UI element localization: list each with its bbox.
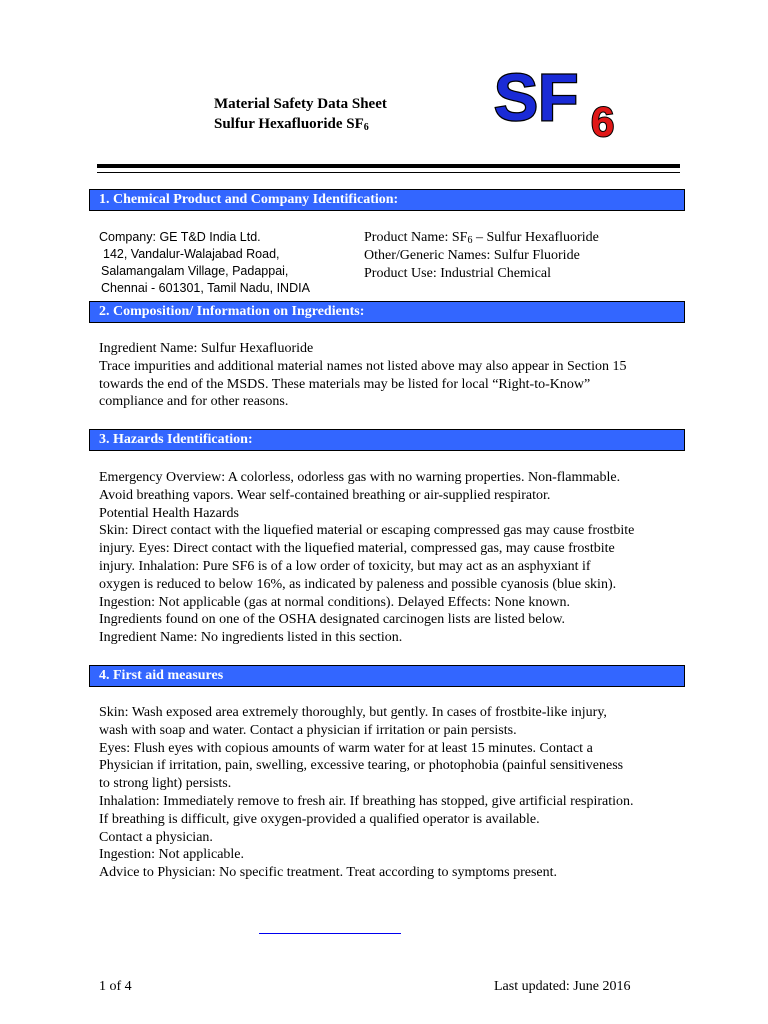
title-line-1: Material Safety Data Sheet: [214, 96, 387, 112]
section-3-body: [99, 469, 689, 647]
title-line-2: Sulfur Hexafluoride $SF_6$: [214, 116, 369, 133]
section-3-heading: 3. Hazards Identification:: [89, 429, 685, 451]
sf6-logo: [492, 58, 627, 143]
text-line: Ingredient Name: Sulfur Hexafluoride: [99, 341, 314, 356]
document-title: [214, 94, 387, 134]
text-line: Skin: Wash exposed area extremely thoroughly, but gently. In cases of frostbite-like injury,: [99, 705, 607, 720]
text-line: Eyes: Flush eyes with copious amounts of warm water for at least 15 minutes. Contact a: [99, 740, 593, 756]
section-1-heading: 1. Chemical Product and Company Identification:: [89, 189, 685, 211]
text-line: Ingestion: Not applicable.: [99, 847, 245, 863]
text-line: oxygen is reduced to below 16%, as indicated by paleness and possible cyanosis (blue skin).: [99, 576, 617, 592]
product-name: Product Name: $SF_6$ – Sulfur Hexafluoride: [364, 230, 599, 246]
text-line: Inhalation: Immediately remove to fresh air. If breathing has stopped, give artificial respiration.: [99, 793, 634, 809]
logo-sub-text: 6: [591, 98, 615, 143]
page-number: 1 of 4: [99, 979, 132, 994]
section-2-body: [99, 340, 689, 411]
other-names: Other/Generic Names: Sulfur Fluoride: [364, 248, 580, 263]
text-line: compliance and for other reasons.: [99, 394, 289, 410]
text-line: injury. Eyes: Direct contact with the liquefied material, compressed gas, may cause frostbite: [99, 541, 615, 557]
company-line: Company: GE T&D India Ltd.: [99, 230, 261, 244]
company-block: [99, 229, 310, 297]
header-rule-thin: [97, 172, 680, 173]
product-info-block: [364, 229, 599, 283]
section-4-heading: 4. First aid measures: [89, 665, 685, 687]
text-line: Skin: Direct contact with the liquefied material or escaping compressed gas may cause frostbite: [99, 523, 635, 539]
last-updated: Last updated: June 2016: [494, 979, 631, 994]
text-line: Avoid breathing vapors. Wear self-contained breathing or air-supplied respirator.: [99, 487, 551, 503]
text-line: Ingestion: Not applicable (gas at normal conditions). Delayed Effects: None known.: [99, 594, 570, 610]
text-line: injury. Inhalation: Pure SF6 is of a low order of toxicity, but may act as an asphyxiant if: [99, 558, 591, 574]
text-line: Ingredients found on one of the OSHA designated carcinogen lists are listed below.: [99, 612, 566, 628]
text-line: Potential Health Hazards: [99, 505, 239, 521]
text-line: towards the end of the MSDS. These materials may be listed for local “Right-to-Know”: [99, 376, 591, 392]
section-4-body: [99, 704, 689, 882]
text-line: Advice to Physician: No specific treatment. Treat according to symptoms present.: [99, 865, 558, 881]
text-line: Trace impurities and additional material names not listed above may also appear in Section 15: [99, 358, 627, 374]
company-address-line: Salamangalam Village, Padappai,: [101, 264, 289, 278]
text-line: Physician if irritation, pain, swelling, excessive tearing, or photophobia (painful sensitiveness: [99, 758, 624, 774]
text-line: Contact a physician.: [99, 829, 213, 845]
text-line: If breathing is difficult, give oxygen-provided a qualified operator is available.: [99, 811, 540, 827]
header-rule-thick: [97, 164, 680, 168]
logo-main-text: SF: [494, 60, 579, 134]
company-address-line: Chennai - 601301, Tamil Nadu, INDIA: [101, 281, 310, 295]
product-use: Product Use: Industrial Chemical: [364, 266, 552, 281]
text-line: wash with soap and water. Contact a physician if irritation or pain persists.: [99, 722, 517, 738]
text-line: Emergency Overview: A colorless, odorless gas with no warning properties. Non-flammable.: [99, 470, 621, 485]
hyperlink-underline[interactable]: [259, 933, 401, 934]
text-line: Ingredient Name: No ingredients listed in this section.: [99, 630, 403, 646]
section-2-heading: 2. Composition/ Information on Ingredients:: [89, 301, 685, 323]
company-address-line: 142, Vandalur-Walajabad Road,: [103, 247, 280, 261]
text-line: to strong light) persists.: [99, 776, 232, 792]
